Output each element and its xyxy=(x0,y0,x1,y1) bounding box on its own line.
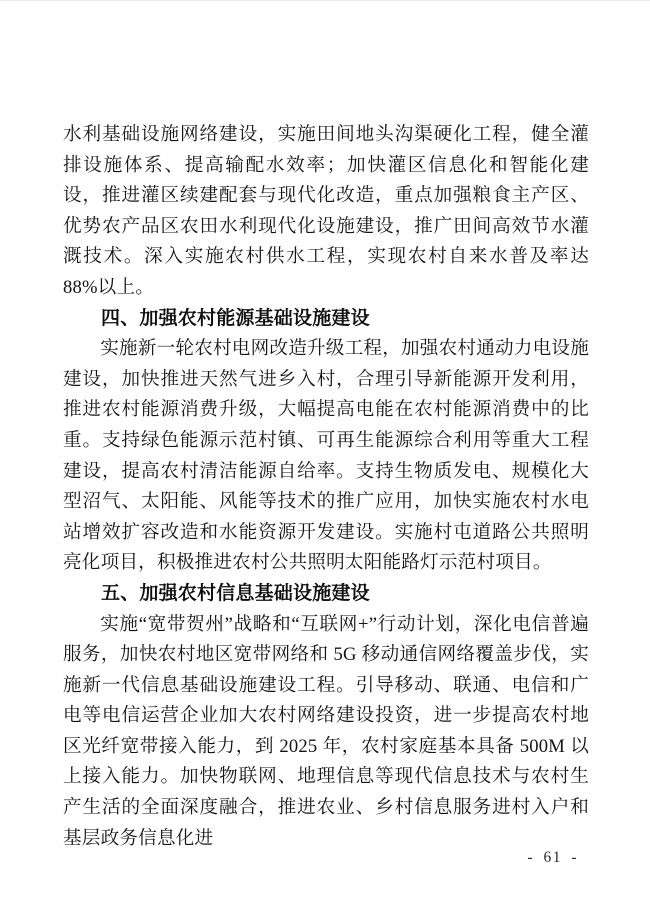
heading-section-5-rural-information: 五、加强农村信息基础设施建设 xyxy=(101,582,370,604)
paragraph-information-infrastructure: 实施“宽带贺州”战略和“互联网+”行动计划，深化电信普遍服务，加快农村地区宽带网络和 5G 移动通信网络覆盖步伐，实施新一代信息基础设施建设工程。引导移动、联通、电信和广电等电信运营企业加大农村网络建设投资，进一步提高农村地区光纤宽带接入能力，到 2025 年，农村家庭基本具备 500M 以上接入能力。加快物联网、地理信息等现代信息技术与农村生产生活的全面深度融合，推进农业、乡村信息服务进村入户和基层政务信息化进 xyxy=(63,613,589,849)
paragraph-energy-infrastructure: 实施新一轮农村电网改造升级工程，加强农村通动力电设施建设，加快推进天然气进乡入村，合理引导新能源开发利用，推进农村能源消费升级，大幅提高电能在农村能源消费中的比重。支持绿色能源示范村镇、可再生能源综合利用等重大工程建设，提高农村清洁能源自给率。支持生物质发电、规模化大型沼气、太阳能、风能等技术的推广应用，加快实施农村水电站增效扩容改造和水能资源开发建设。实施村屯道路公共照明亮化项目，积极推进农村公共照明太阳能路灯示范村项目。 xyxy=(63,338,589,574)
page-number: - 61 - xyxy=(527,849,578,866)
document-body xyxy=(63,120,589,854)
paragraph-water-infrastructure: 水利基础设施网络建设，实施田间地头沟渠硬化工程，健全灌排设施体系、提高输配水效率；加快灌区信息化和智能化建设，推进灌区续建配套与现代化改造，重点加强粮食主产区、优势农产品区农田水利现代化设施建设，推广田间高效节水灌溉技术。深入实施农村供水工程，实现农村自来水普及率达 88%以上。 xyxy=(63,124,589,298)
heading-section-4-rural-energy: 四、加强农村能源基础设施建设 xyxy=(101,307,370,329)
